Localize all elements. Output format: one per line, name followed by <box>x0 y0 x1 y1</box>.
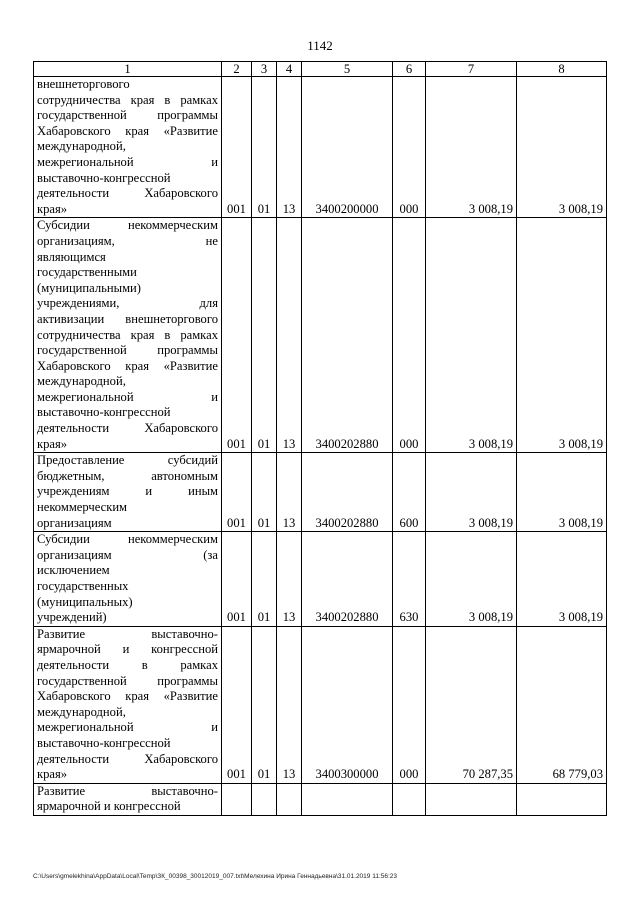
ministry-code-cell: 001 <box>222 453 252 532</box>
row-name-line: края» <box>37 767 68 782</box>
row-name-line: Предоставление субсидий <box>37 453 218 468</box>
amount-2019-cell: 3 008,19 <box>426 218 517 453</box>
target-article-cell: 3400200000 <box>302 77 393 218</box>
budget-table <box>33 61 607 816</box>
amount-2020-cell: 3 008,19 <box>517 453 607 532</box>
row-name-line: бюджетным, автономным <box>37 468 218 483</box>
header-col-7: 7 <box>426 62 517 77</box>
row-name-line: межрегиональной и <box>37 389 218 404</box>
expense-type-cell: 000 <box>393 77 426 218</box>
subsection-cell: 13 <box>277 626 302 783</box>
table-row <box>34 626 607 783</box>
row-name-line: организациям <box>37 515 112 530</box>
row-name-line: международной, <box>37 139 126 154</box>
ministry-code-cell: 001 <box>222 218 252 453</box>
row-name-line: (муниципальных) <box>37 594 133 609</box>
amount-2020-cell: 3 008,19 <box>517 77 607 218</box>
subsection-cell: 13 <box>277 532 302 627</box>
amount-2020-cell: 3 008,19 <box>517 218 607 453</box>
amount-2019-cell <box>426 783 517 815</box>
ministry-code-cell: 001 <box>222 77 252 218</box>
expense-type-cell: 600 <box>393 453 426 532</box>
row-name-cell <box>34 532 222 627</box>
expense-type-cell: 630 <box>393 532 426 627</box>
target-article-cell <box>302 783 393 815</box>
section-cell: 01 <box>252 218 277 453</box>
subsection-cell <box>277 783 302 815</box>
row-name-line: государственными <box>37 265 137 280</box>
row-name-line: международной, <box>37 374 126 389</box>
row-name-line: организациям, не <box>37 233 218 248</box>
row-name-line: сотрудничества края в рамках <box>37 327 218 342</box>
row-name-line: исключением <box>37 563 110 578</box>
row-name-cell <box>34 626 222 783</box>
table-row <box>34 532 607 627</box>
table-header-row <box>34 62 607 77</box>
row-name-line: Развитие выставочно- <box>37 626 218 641</box>
amount-2020-cell: 68 779,03 <box>517 626 607 783</box>
row-name-line: деятельности Хабаровского <box>37 751 218 766</box>
header-col-3: 3 <box>252 62 277 77</box>
row-name-line: Субсидии некоммерческим <box>37 218 218 233</box>
amount-2020-cell: 3 008,19 <box>517 532 607 627</box>
row-name-line: государственных <box>37 579 129 593</box>
row-name-cell <box>34 453 222 532</box>
row-name-line: выставочно-конгрессной <box>37 405 171 420</box>
amount-2019-cell: 3 008,19 <box>426 453 517 532</box>
row-name-line: деятельности Хабаровского <box>37 421 218 436</box>
expense-type-cell: 000 <box>393 626 426 783</box>
row-name-line: Хабаровского края «Развитие <box>37 689 218 704</box>
row-name-line: некоммерческим <box>37 500 128 515</box>
row-name-line: края» <box>37 201 68 216</box>
header-col-1: 1 <box>34 62 222 77</box>
page-number: 1142 <box>307 38 333 53</box>
row-name-cell <box>34 783 222 815</box>
row-name-line: являющимся <box>37 249 106 264</box>
subsection-cell: 13 <box>277 218 302 453</box>
target-article-cell: 3400300000 <box>302 626 393 783</box>
expense-type-cell <box>393 783 426 815</box>
target-article-cell: 3400202880 <box>302 532 393 627</box>
expense-type-cell: 000 <box>393 218 426 453</box>
row-name-line: учреждений) <box>37 610 107 625</box>
row-name-line: ярмарочной и конгрессной <box>37 799 181 814</box>
subsection-cell: 13 <box>277 77 302 218</box>
table-row <box>34 218 607 453</box>
footer-file-path: C:\Users\gmelekhina\AppData\Local\Temp\ЗК_00398_30012019_007.txt\Мелехина Ирина Геннадьевна\31.01.2019 11:56:23 <box>33 873 398 880</box>
table-row <box>34 77 607 218</box>
target-article-cell: 3400202880 <box>302 218 393 453</box>
section-cell: 01 <box>252 453 277 532</box>
amount-2019-cell: 70 287,35 <box>426 626 517 783</box>
row-name-line: межрегиональной и <box>37 720 218 735</box>
header-col-5: 5 <box>302 62 393 77</box>
row-name-line: Хабаровского края «Развитие <box>37 358 218 373</box>
row-name-cell <box>34 218 222 453</box>
subsection-cell: 13 <box>277 453 302 532</box>
amount-2020-cell <box>517 783 607 815</box>
row-name-line: учреждениям и иным <box>37 484 218 499</box>
amount-2019-cell: 3 008,19 <box>426 77 517 218</box>
section-cell: 01 <box>252 532 277 627</box>
row-name-line: выставочно-конгрессной <box>37 170 171 185</box>
header-col-2: 2 <box>222 62 252 77</box>
row-name-line: межрегиональной и <box>37 154 218 169</box>
target-article-cell: 3400202880 <box>302 453 393 532</box>
row-name-line: внешнеторгового <box>37 77 130 91</box>
row-name-cell <box>34 77 222 218</box>
row-name-line: государственной программы <box>37 673 218 688</box>
header-col-8: 8 <box>517 62 607 77</box>
row-name-line: ярмарочной и конгрессной <box>37 642 218 657</box>
section-cell <box>252 783 277 815</box>
ministry-code-cell <box>222 783 252 815</box>
section-cell: 01 <box>252 77 277 218</box>
header-col-4: 4 <box>277 62 302 77</box>
row-name-line: международной, <box>37 704 126 719</box>
row-name-line: деятельности в рамках <box>37 657 218 672</box>
row-name-line: Субсидии некоммерческим <box>37 532 218 547</box>
table-row <box>34 783 607 815</box>
row-name-line: Хабаровского края «Развитие <box>37 123 218 138</box>
row-name-line: сотрудничества края в рамках <box>37 92 218 107</box>
row-name-line: активизации внешнеторгового <box>37 311 218 326</box>
ministry-code-cell: 001 <box>222 626 252 783</box>
row-name-line: края» <box>37 436 68 451</box>
row-name-line: учреждениями, для <box>37 296 218 311</box>
header-col-6: 6 <box>393 62 426 77</box>
row-name-line: деятельности Хабаровского <box>37 186 218 201</box>
ministry-code-cell: 001 <box>222 532 252 627</box>
row-name-line: Развитие выставочно- <box>37 783 218 798</box>
section-cell: 01 <box>252 626 277 783</box>
row-name-line: организациям (за <box>37 547 218 562</box>
row-name-line: выставочно-конгрессной <box>37 735 171 750</box>
table-row <box>34 453 607 532</box>
amount-2019-cell: 3 008,19 <box>426 532 517 627</box>
row-name-line: государственной программы <box>37 108 218 123</box>
row-name-line: (муниципальными) <box>37 280 141 295</box>
row-name-line: государственной программы <box>37 343 218 358</box>
